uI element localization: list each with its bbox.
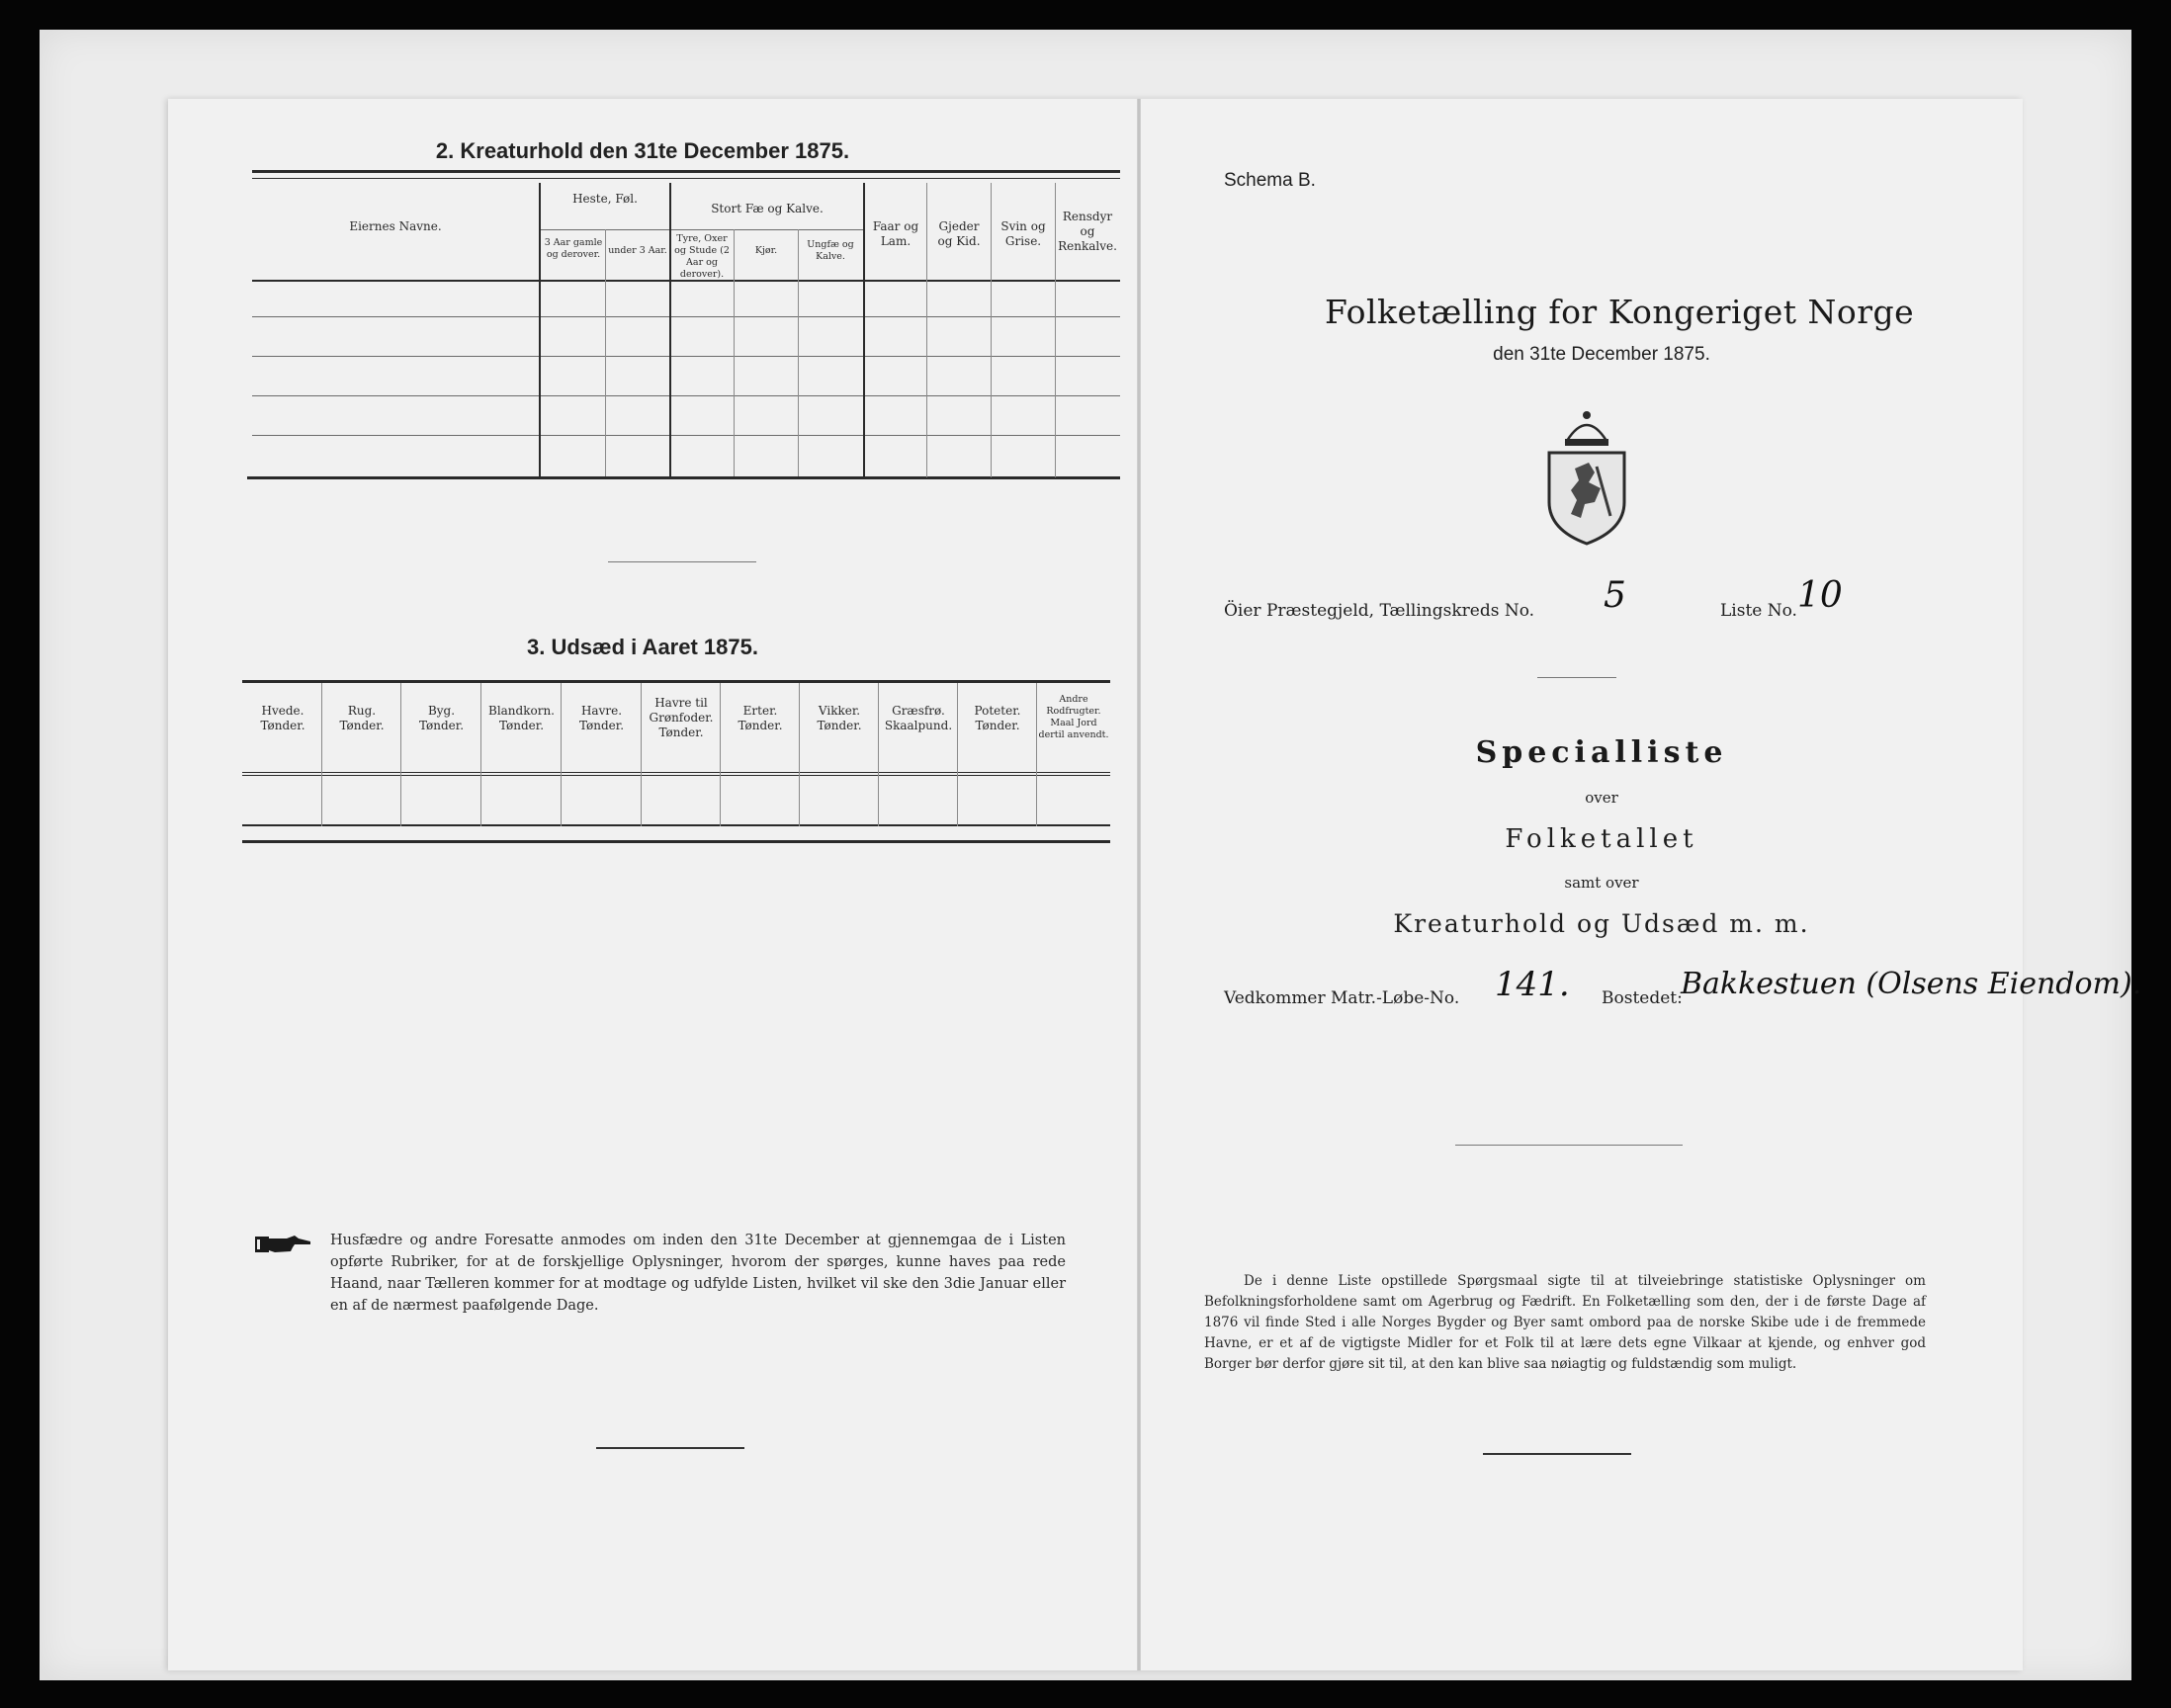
wheat-unit: Tønder.	[260, 719, 305, 732]
barley-unit: Tønder.	[418, 719, 465, 732]
grass-seed-unit: Skaalpund.	[884, 719, 953, 732]
horses-3yr-header: 3 Aar gamle og derover.	[544, 237, 603, 260]
bosted-value: Bakkestuen (Olsens Eiendom).	[1681, 967, 2142, 1001]
title-date: den 31te December 1875.	[1493, 344, 1710, 365]
root-crops-header: Andre Rodfrugter.	[1046, 694, 1101, 717]
pointing-hand-icon	[255, 1234, 312, 1255]
rye-unit: Tønder.	[339, 719, 385, 732]
explanatory-paragraph: De i denne Liste opstillede Spørgsmaal sigte til at tilveiebringe statistiske Oplysninger om Befolkningsforholdene samt om Agerbrug og Fædrift. En Folketælling som den, der i de første Dage af 1876 vil finde Sted i alle Norges Bygder og Byer samt ombord paa de norske Skibe ude i de fremmede Havne, er et af de vigtigste Midler for et Folk til at lære dets egne Vilkaar at kjende, og enhver god Borger bør derfor gjøre sit til, at den kan blive saa nøiagtig og fuldstændig som muligt.	[1204, 1273, 1926, 1372]
reindeer-header: Rensdyr og Renkalve.	[1058, 210, 1117, 253]
peas-header: Erter.	[742, 704, 778, 718]
potatoes-header: Poteter.	[974, 704, 1021, 718]
matr-label: Vedkommer Matr.-Løbe-No.	[1224, 988, 1460, 1008]
folketallet-heading: Folketallet	[1505, 824, 1698, 854]
sheep-header: Faar og Lam.	[872, 219, 919, 248]
samt-over-label: samt over	[1564, 874, 1639, 892]
bulls-oxen-header: Tyre, Oxer og Stude (2 Aar og derover).	[674, 233, 730, 280]
pigs-header: Svin og Grise.	[1000, 219, 1046, 248]
footnote-text: Husfædre og andre Foresatte anmodes om inden den 31te December at gjennemgaa de i Listen opførte Rubriker, for at de forskjellige Oplysninger, hvorom der spørges, kunne haves paa rede Haand, naar Tælleren kommer for at modtage og udfylde Listen, hvilket vil ske den 3die Januar eller en af de nærmest paafølgende Dage.	[330, 1233, 1066, 1314]
peas-unit: Tønder.	[738, 719, 783, 732]
horses-header: Heste, Føl.	[572, 192, 638, 206]
kreaturhold-heading: Kreaturhold og Udsæd m. m.	[1393, 909, 1810, 938]
barley-header: Byg.	[427, 704, 456, 718]
green-fodder-header: Havre til Grønfoder.	[649, 696, 714, 725]
over-label: over	[1585, 789, 1618, 807]
mixed-grain-header: Blandkorn.	[488, 704, 555, 718]
potatoes-unit: Tønder.	[975, 719, 1020, 732]
vetch-header: Vikker.	[818, 704, 861, 718]
specialliste-heading: Specialliste	[1475, 735, 1728, 770]
section3-title: 3. Udsæd i Aaret 1875.	[527, 635, 758, 659]
grass-seed-header: Græsfrø.	[892, 704, 945, 718]
district-label: Öier Præstegjeld, Tællingskreds No.	[1224, 601, 1535, 621]
bosted-label: Bostedet:	[1602, 988, 1683, 1008]
coat-of-arms-icon	[1537, 407, 1636, 546]
wheat-header: Hvede.	[261, 704, 304, 718]
vetch-unit: Tønder.	[817, 719, 862, 732]
young-cattle-header: Ungfæ og Kalve.	[807, 239, 854, 262]
liste-number: 10	[1797, 575, 1843, 616]
main-title: Folketælling for Kongeriget Norge	[1325, 293, 1915, 331]
schema-label: Schema B.	[1224, 170, 1316, 191]
oats-header: Havre.	[580, 704, 623, 718]
page-fold	[1137, 99, 1141, 1670]
goats-header: Gjeder og Kid.	[937, 219, 981, 248]
rye-header: Rug.	[347, 704, 377, 718]
kreds-number: 5	[1604, 575, 1626, 616]
census-form-sheet	[168, 99, 2023, 1670]
liste-label: Liste No.	[1720, 601, 1797, 621]
section2-title: 2. Kreaturhold den 31te December 1875.	[435, 138, 850, 163]
green-fodder-unit: Tønder.	[658, 726, 704, 739]
matr-number: 141.	[1495, 965, 1570, 1004]
horses-under3-header: under 3 Aar.	[608, 245, 667, 256]
cows-header: Kjør.	[754, 245, 778, 256]
root-crops-unit: Maal Jord dertil anvendt.	[1038, 718, 1109, 740]
owner-name-header: Eiernes Navne.	[349, 219, 442, 233]
cattle-header: Stort Fæ og Kalve.	[711, 202, 824, 215]
mixed-grain-unit: Tønder.	[498, 719, 545, 732]
oats-unit: Tønder.	[578, 719, 625, 732]
